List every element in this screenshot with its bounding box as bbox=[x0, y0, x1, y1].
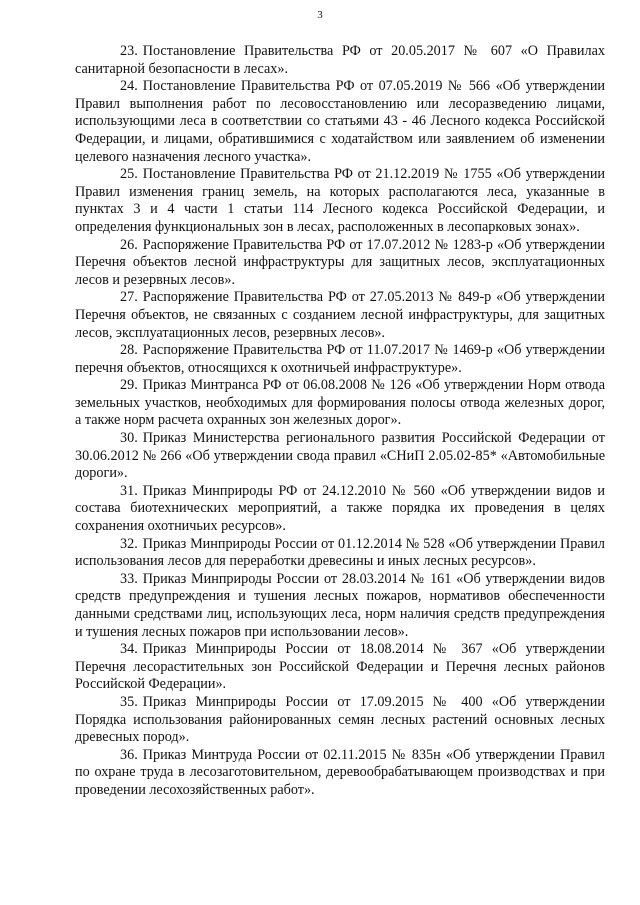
item-number: 36. bbox=[120, 746, 138, 763]
item-text: Распоряжение Правительства РФ от 11.07.2017 № 1469-р «Об утверждении перечня объектов, относящихся к охотничьей инфраструктуре». bbox=[75, 342, 605, 376]
item-number: 34. bbox=[120, 641, 138, 658]
item-text: Приказ Минприроды России от 01.12.2014 № 528 «Об утверждении Правил использования лесов для переработки древесины и иных лесных ресурсов». bbox=[75, 535, 605, 570]
item-number: 33. bbox=[120, 570, 138, 587]
list-item bbox=[75, 237, 605, 290]
item-number: 27. bbox=[120, 289, 138, 306]
item-number: 35. bbox=[120, 693, 138, 710]
list-item bbox=[75, 536, 605, 571]
item-number: 32. bbox=[120, 535, 138, 552]
list-item bbox=[75, 430, 605, 483]
list-item bbox=[75, 166, 605, 236]
item-text: Приказ Минтруда России от 02.11.2015 № 835н «Об утверждении Правил по охране труда в лесозаготовительном, деревообрабатывающем производствах и при проведении лесохозяйственных работ». bbox=[75, 746, 605, 798]
item-number: 24. bbox=[120, 78, 138, 95]
item-number: 23. bbox=[120, 43, 138, 59]
item-text: Постановление Правительства РФ от 21.12.2019 № 1755 «Об утверждении Правил изменения границ земель, на которых располагаются леса, указанные в пунктах 3 и 4 части 1 статьи 114 Лесного кодекса Российской Федерации, и определения функциональных зон в лесах, расположенных в лесопарковых зонах». bbox=[75, 166, 605, 235]
list-item bbox=[75, 43, 605, 78]
list-item bbox=[75, 571, 605, 641]
item-number: 28. bbox=[120, 342, 138, 359]
list-item bbox=[75, 78, 605, 166]
item-text: Приказ Министерства регионального развития Российской Федерации от 30.06.2012 № 266 «Об утверждении свода правил «СНиП 2.05.02-85* «Автомобильные дороги». bbox=[75, 430, 605, 482]
item-number: 31. bbox=[120, 482, 138, 499]
reference-list bbox=[75, 43, 605, 800]
item-text: Приказ Минприроды России от 28.03.2014 № 161 «Об утверждении видов средств предупреждения и тушения лесных пожаров, нормативов обеспеченности данными средствами лиц, использующих леса, норм наличия средств предупреждения и тушения лесных пожаров при использовании лесов». bbox=[75, 570, 605, 640]
item-number: 29. bbox=[120, 377, 138, 394]
list-item bbox=[75, 641, 605, 694]
list-item bbox=[75, 483, 605, 536]
item-text: Приказ Минтранса РФ от 06.08.2008 № 126 «Об утверждении Норм отвода земельных участков, необходимых для формирования полосы отвода железных дорог, а также норм расчета охранных зон железных дорог». bbox=[75, 377, 605, 429]
item-number: 30. bbox=[120, 430, 138, 447]
list-item bbox=[75, 694, 605, 747]
list-item bbox=[75, 747, 605, 800]
item-number: 25. bbox=[120, 166, 138, 183]
list-item bbox=[75, 289, 605, 342]
item-text: Распоряжение Правительства РФ от 27.05.2013 № 849-р «Об утверждении Перечня объектов, не связанных с созданием лесной инфраструктуры, для защитных лесов, эксплуатационных лесов, резервных лесов». bbox=[75, 289, 605, 341]
item-text: Постановление Правительства РФ от 20.05.2017 № 607 «О Правилах санитарной безопасности в лесах». bbox=[75, 43, 605, 77]
item-text: Приказ Минприроды России от 18.08.2014 № 367 «Об утверждении Перечня лесорастительных зон Российской Федерации и Перечня лесных районов Российской Федерации». bbox=[75, 641, 605, 693]
page-number: 3 bbox=[317, 9, 323, 21]
item-text: Приказ Минприроды России от 17.09.2015 № 400 «Об утверждении Порядка использования районированных семян лесных растений основных лесных древесных пород». bbox=[75, 693, 605, 746]
item-text: Распоряжение Правительства РФ от 17.07.2012 № 1283-р «Об утверждении Перечня объектов лесной инфраструктуры для защитных лесов, эксплуатационных лесов и резервных лесов». bbox=[75, 236, 605, 288]
item-number: 26. bbox=[120, 236, 138, 253]
item-text: Постановление Правительства РФ от 07.05.2019 № 566 «Об утверждении Правил выполнения работ по лесовосстановлению или лесоразведению лицами, использующими леса в соответствии со статьями 43 - 46 Лесного кодекса Российской Федерации, и лицами, обратившимися с ходатайством или заявлением об изменении целевого назначения лесного участка». bbox=[75, 78, 605, 165]
list-item bbox=[75, 342, 605, 377]
list-item bbox=[75, 377, 605, 430]
item-text: Приказ Минприроды РФ от 24.12.2010 № 560 «Об утверждении видов и состава биотехнических мероприятий, а также порядка их проведения в целях сохранения охотничьих ресурсов». bbox=[75, 482, 605, 535]
